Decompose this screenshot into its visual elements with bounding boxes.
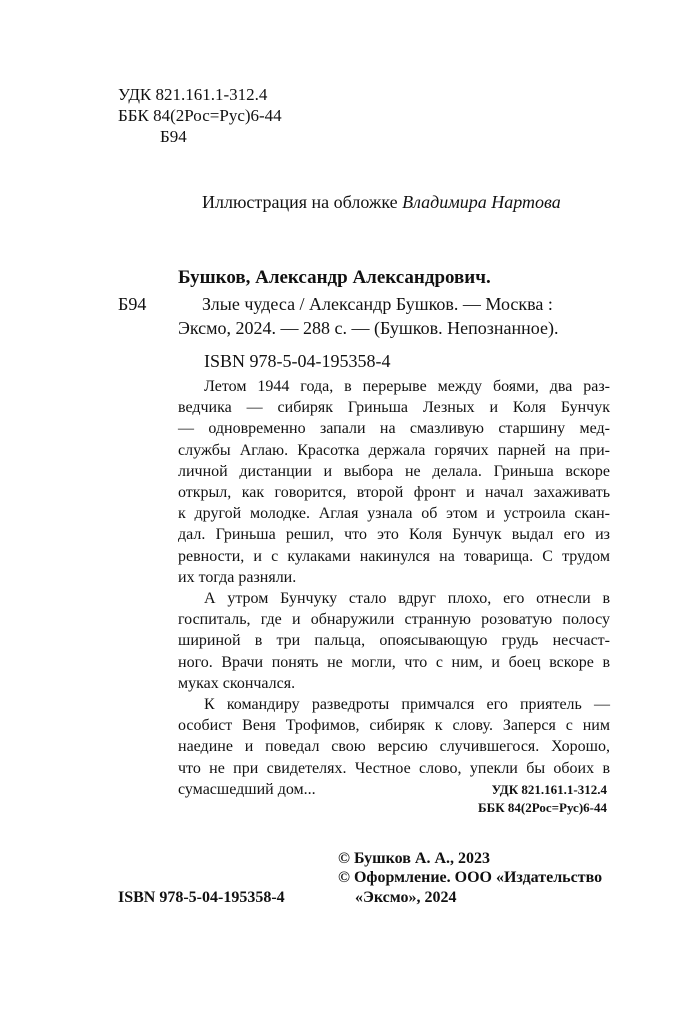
annotation-line: ного. Врачи понять не могли, что с ним, и боец вскоре в (178, 653, 610, 671)
author-heading: Бушков, Александр Александрович. (178, 267, 491, 288)
annotation-line: сумасшедший дом... (178, 780, 316, 798)
annotation-line: службы Аглаю. Красотка держала горячих парней на при- (178, 441, 610, 459)
bbk-code-small: ББК 84(2Рос=Рус)6-44 (478, 800, 607, 815)
annotation-line: А утром Бунчуку стало вдруг плохо, его отнесли в (204, 590, 610, 608)
annotation-text (178, 376, 610, 800)
illustration-prefix: Иллюстрация на обложке (202, 192, 398, 212)
annotation-line: ведчика — сибиряк Гриньша Лезных и Коля Бунчук (178, 399, 610, 417)
annotation-line: шириной в три пальца, опоясывающую грудь несчаст- (178, 632, 610, 650)
author-mark: Б94 (160, 127, 187, 146)
annotation-line: — одновременно запали на смазливую старшину мед- (178, 420, 610, 438)
copyright-publisher: «Эксмо», 2024 (355, 889, 457, 906)
annotation-line: дал. Гриньша решил, что это Коля Бунчук выдал его из (178, 526, 610, 544)
annotation-line: к другой молодке. Аглая узнала об этом и устроила скан- (178, 505, 610, 523)
bibliographic-description-line-2: Эксмо, 2024. — 288 с. — (Бушков. Непознанное). (178, 318, 559, 338)
copyright-author: © Бушков А. А., 2023 (338, 850, 490, 867)
annotation-line: Летом 1944 года, в перерыве между боями, два раз- (204, 378, 610, 395)
illustration-artist: Владимира Нартова (402, 192, 561, 212)
annotation-line: личной дистанции и выбора не делала. Гриньша вскоре (178, 462, 610, 480)
annotation-line: их тогда разняли. (178, 568, 297, 586)
annotation-line: К командиру разведроты примчался его приятель — (204, 696, 610, 714)
annotation-line: наедине и поведал свою версию случившегося. Хорошо, (178, 738, 610, 756)
copyright-design: © Оформление. ООО «Издательство (338, 869, 603, 886)
annotation-line: госпиталь, где и обнаружили странную розоватую полосу (178, 611, 610, 629)
annotation-line: муках скончался. (178, 674, 296, 692)
annotation-line: ревности, и с кулаками накинулся на товарища. С трудом (178, 547, 610, 565)
udk-code: УДК 821.161.1-312.4 (118, 85, 268, 104)
isbn-bibliographic: ISBN 978-5-04-195358-4 (204, 351, 391, 371)
author-mark-bibliographic: Б94 (118, 294, 147, 314)
annotation-line: открыл, как говорится, второй фронт и начал захаживать (178, 484, 610, 502)
isbn-bottom: ISBN 978-5-04-195358-4 (118, 889, 285, 906)
annotation-line: особист Веня Трофимов, сибиряк к слову. Заперся с ним (178, 717, 610, 735)
illustration-credit (202, 190, 561, 214)
bibliographic-description-line-1: Злые чудеса / Александр Бушков. — Москва : (202, 294, 553, 314)
udk-code-small: УДК 821.161.1-312.4 (491, 782, 607, 797)
annotation-line: что не при свидетелях. Честное слово, упекли бы обоих в (178, 759, 610, 777)
bbk-code: ББК 84(2Рос=Рус)6-44 (118, 106, 282, 125)
